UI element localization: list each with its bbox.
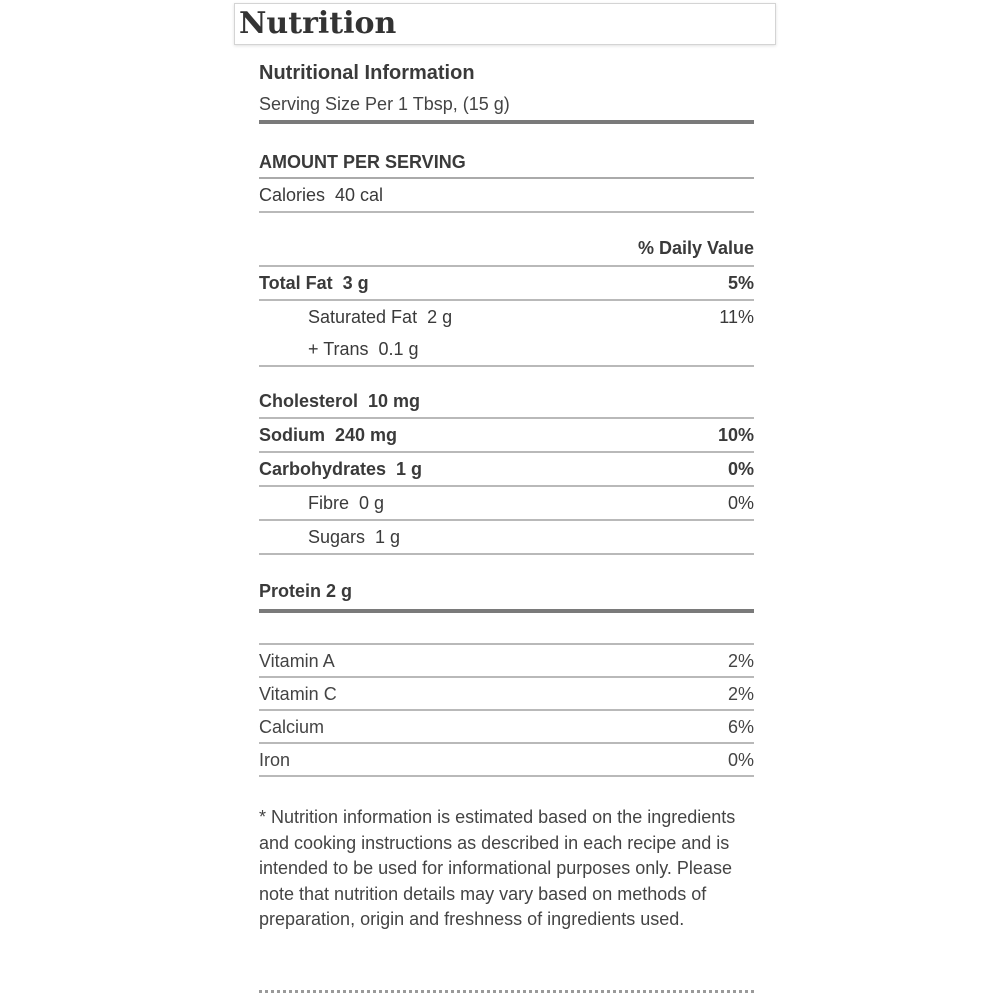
total-fat-value: 5% [727, 273, 754, 293]
nutrition-panel [259, 58, 754, 933]
vitamin-c-label: Vitamin C [259, 684, 337, 704]
sodium-value: 10% [717, 425, 754, 445]
cholesterol-label: Cholesterol 10 mg [259, 391, 421, 411]
section-gap [259, 555, 754, 573]
protein-row: Protein 2 g [259, 573, 754, 613]
vitamin-c-value: 2% [727, 684, 754, 704]
calcium-value: 6% [727, 717, 754, 737]
amount-per-serving-heading: AMOUNT PER SERVING [259, 142, 754, 179]
vitamin-row [259, 645, 754, 678]
sodium-label: Sodium 240 mg [259, 425, 398, 445]
total-fat-label: Total Fat 3 g [259, 273, 369, 293]
vitamin-row [259, 711, 754, 744]
vitamin-row [259, 744, 754, 777]
nutrition-footnote: * Nutrition information is estimated based on the ingredients and cooking instructions as described in each recipe and is intended to be used for informational purposes only. Please note that nutrition details may vary based on methods of preparation, origin and freshness of ingredients used. [259, 807, 736, 929]
iron-label: Iron [259, 750, 291, 770]
fibre-row [259, 487, 754, 521]
vitamin-a-value: 2% [727, 651, 754, 671]
carbohydrates-value: 0% [727, 459, 754, 479]
calories-label: Calories 40 cal [259, 185, 384, 205]
vitamin-row [259, 678, 754, 711]
fibre-label: Fibre 0 g [308, 493, 385, 513]
trans-fat-row [259, 333, 754, 367]
iron-value: 0% [727, 750, 754, 770]
page-title: Nutrition [239, 6, 397, 41]
saturated-fat-label: Saturated Fat 2 g [308, 307, 453, 327]
vitamin-a-label: Vitamin A [259, 651, 335, 671]
total-fat-row [259, 267, 754, 301]
sugars-row [259, 521, 754, 555]
nutritional-information-heading: Nutritional Information [259, 62, 475, 84]
blank-row [259, 613, 754, 645]
carbohydrates-row [259, 453, 754, 487]
saturated-fat-row [259, 301, 754, 333]
trans-fat-label: + Trans 0.1 g [308, 339, 419, 359]
dotted-divider [259, 990, 754, 993]
sodium-row [259, 419, 754, 453]
calcium-label: Calcium [259, 717, 325, 737]
daily-value-heading: % Daily Value [259, 213, 754, 267]
title-bar [234, 3, 776, 45]
section-gap [259, 367, 754, 385]
serving-size: Serving Size Per 1 Tbsp, (15 g) [259, 88, 754, 124]
calories-row [259, 179, 754, 213]
saturated-fat-value: 11% [719, 307, 754, 327]
carbohydrates-label: Carbohydrates 1 g [259, 459, 423, 479]
cholesterol-row [259, 385, 754, 419]
section-gap [259, 124, 754, 142]
sugars-label: Sugars 1 g [308, 527, 401, 547]
fibre-value: 0% [727, 493, 754, 513]
